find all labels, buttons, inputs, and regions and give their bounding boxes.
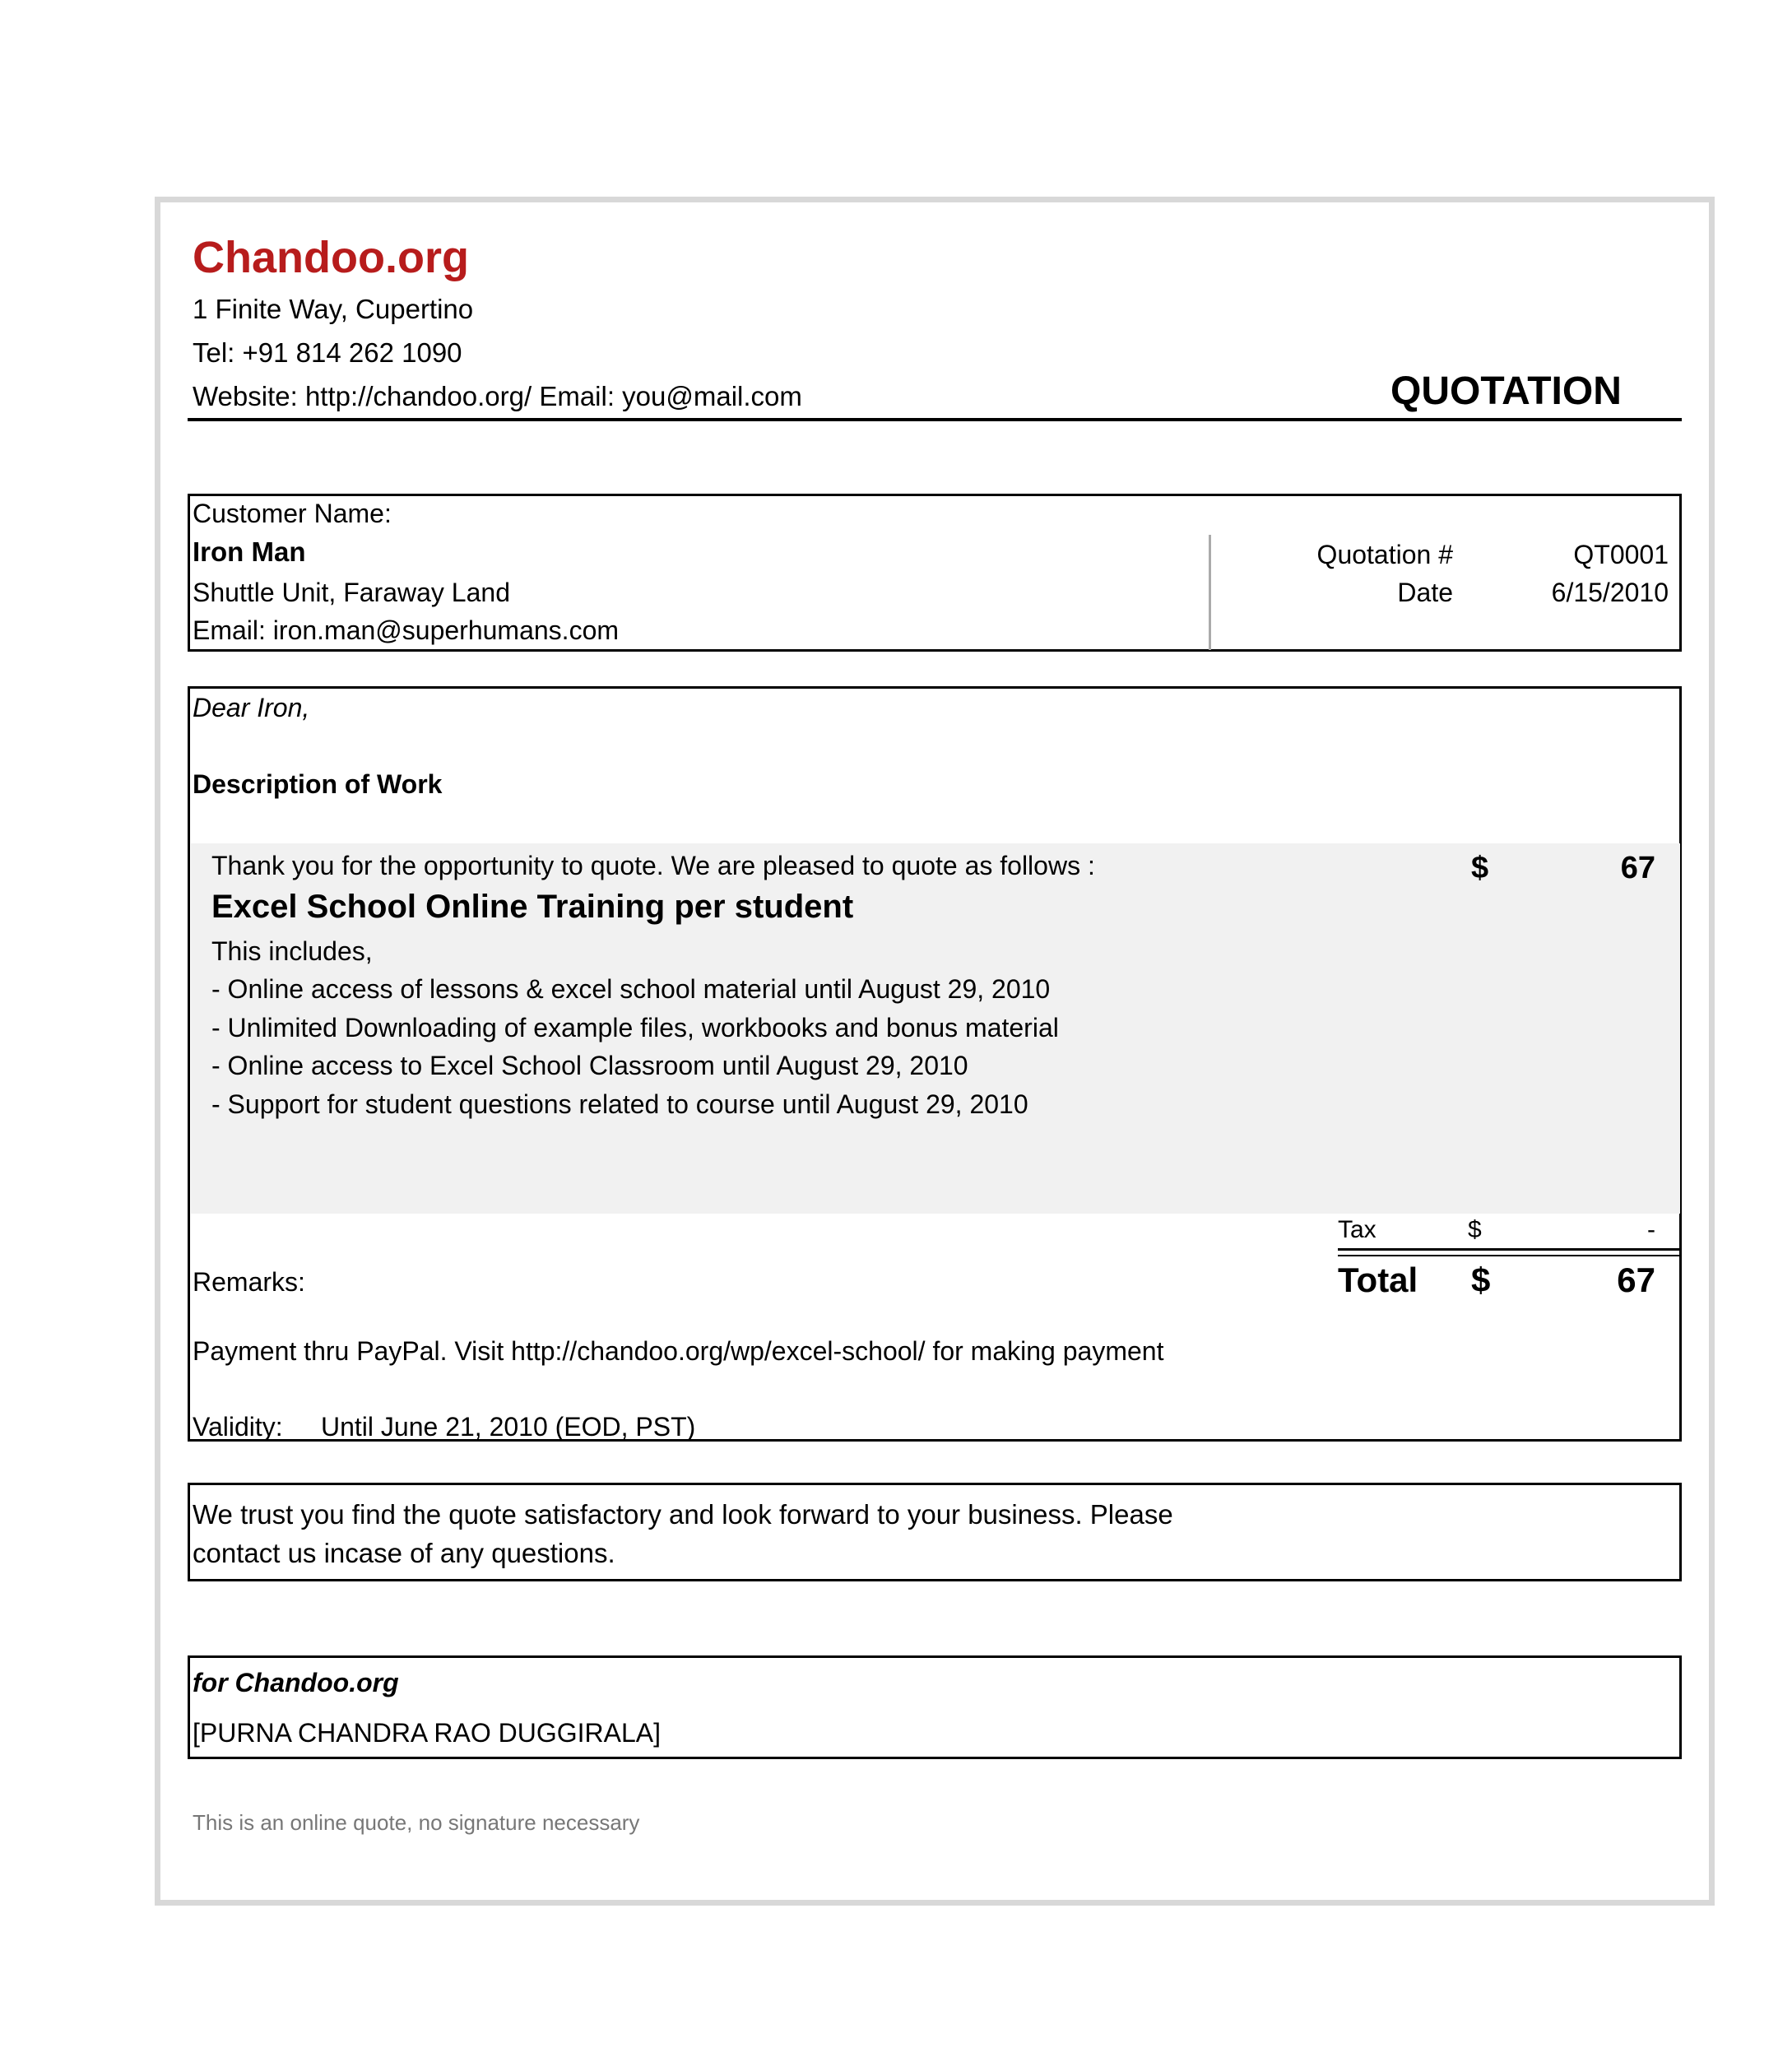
tax-value: - (1647, 1216, 1655, 1243)
company-tel: Tel: +91 814 262 1090 (193, 337, 462, 368)
greeting: Dear Iron, (193, 693, 310, 722)
closing-line-2: contact us incase of any questions. (193, 1538, 615, 1568)
include-item: - Online access of lessons & excel school material until August 29, 2010 (211, 974, 1051, 1004)
line-currency: $ (1471, 851, 1489, 885)
product-name: Excel School Online Training per student (211, 889, 854, 925)
closing-line-1: We trust you find the quote satisfactory and look forward to your business. Please (193, 1499, 1173, 1530)
company-name: Chandoo.org (193, 233, 469, 282)
validity-label: Validity: (193, 1412, 283, 1442)
footer-note: This is an online quote, no signature necessary (193, 1810, 640, 1835)
payment-remark: Payment thru PayPal. Visit http://chandoo.org/wp/excel-school/ for making payment (193, 1336, 1164, 1366)
header-divider (188, 418, 1682, 421)
customer-address: Shuttle Unit, Faraway Land (193, 578, 510, 607)
totals-rule-bottom (1338, 1255, 1679, 1256)
line-amount: 67 (1620, 851, 1655, 885)
quote-intro: Thank you for the opportunity to quote. We are pleased to quote as follows : (211, 851, 1095, 880)
tax-label: Tax (1338, 1216, 1376, 1243)
include-item: - Support for student questions related to course until August 29, 2010 (211, 1089, 1028, 1119)
customer-label: Customer Name: (193, 499, 392, 528)
date-label: Date (1397, 578, 1453, 607)
include-item: - Online access to Excel School Classroom until August 29, 2010 (211, 1051, 968, 1080)
signatory-name: [PURNA CHANDRA RAO DUGGIRALA] (193, 1718, 661, 1748)
section-heading: Description of Work (193, 769, 443, 799)
total-label: Total (1338, 1261, 1418, 1299)
quotation-number-label: Quotation # (1316, 540, 1453, 569)
customer-name: Iron Man (193, 536, 306, 567)
tax-currency: $ (1468, 1216, 1482, 1243)
includes-label: This includes, (211, 936, 373, 966)
company-web-email: Website: http://chandoo.org/ Email: you@mail.com (193, 381, 802, 411)
validity-value: Until June 21, 2010 (EOD, PST) (321, 1412, 696, 1442)
signature-for-label: for Chandoo.org (193, 1668, 399, 1697)
quotation-date: 6/15/2010 (1551, 578, 1669, 607)
total-currency: $ (1471, 1261, 1491, 1299)
totals-rule-top (1338, 1248, 1679, 1251)
document-title: QUOTATION (1390, 369, 1622, 413)
quotation-number: QT0001 (1573, 540, 1669, 569)
customer-email: Email: iron.man@superhumans.com (193, 615, 620, 645)
remarks-label: Remarks: (193, 1267, 305, 1297)
total-value: 67 (1617, 1261, 1655, 1299)
customer-box-divider (1209, 535, 1211, 650)
company-address: 1 Finite Way, Cupertino (193, 294, 474, 324)
include-item: - Unlimited Downloading of example files, workbooks and bonus material (211, 1013, 1059, 1042)
